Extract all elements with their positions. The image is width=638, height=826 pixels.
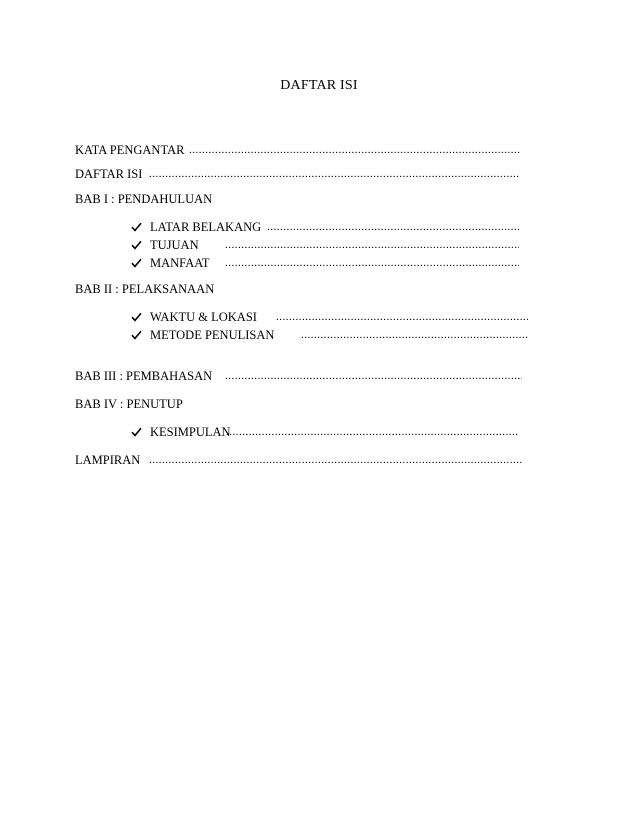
checkmark-icon: [131, 254, 145, 272]
dot-leader: [225, 236, 519, 254]
toc-entry-bab-2: [75, 280, 525, 298]
page-title: DAFTAR ISI: [280, 78, 358, 93]
checkmark-icon: [131, 423, 145, 441]
toc-entry-label: BAB II : PELAKSANAAN: [75, 282, 215, 296]
dot-leader: [276, 308, 528, 326]
checkmark-icon: [131, 326, 145, 344]
checkmark-icon: [131, 236, 145, 254]
toc-subentry-tujuan: [131, 236, 523, 254]
dot-leader: [225, 254, 519, 272]
dot-leader: [149, 451, 522, 469]
toc-entry-label: KATA PENGANTAR: [75, 143, 185, 157]
checkmark-icon: [131, 218, 145, 236]
toc-entry-label: BAB I : PENDAHULUAN: [75, 192, 213, 206]
dot-leader: [267, 218, 519, 236]
toc-entry-label: METODE PENULISAN: [150, 328, 275, 342]
toc-subentry-metode-penulisan: [131, 326, 531, 344]
toc-entry-label: LAMPIRAN: [75, 453, 141, 467]
dot-leader: [301, 326, 528, 344]
toc-entry-label: BAB III : PEMBAHASAN: [75, 369, 213, 383]
dot-leader: [149, 165, 520, 183]
checkmark-icon: [131, 308, 145, 326]
toc-entry-bab-1: [75, 190, 525, 208]
dot-leader: [226, 423, 519, 441]
toc-entry-kata-pengantar: [75, 141, 525, 159]
toc-entry-bab-4: [75, 395, 525, 413]
toc-subentry-manfaat: [131, 254, 523, 272]
toc-entry-daftar-isi: [75, 165, 525, 183]
toc-entry-label: WAKTU & LOKASI: [150, 310, 257, 324]
toc-entry-bab-3: [75, 367, 525, 385]
toc-entry-label: TUJUAN: [150, 238, 199, 252]
dot-leader: [189, 141, 520, 159]
toc-subentry-waktu-lokasi: [131, 308, 531, 326]
toc-subentry-kesimpulan: [131, 423, 523, 441]
toc-entry-label: LATAR BELAKANG: [150, 220, 262, 234]
toc-entry-lampiran: [75, 451, 525, 469]
toc-entry-label: KESIMPULAN: [150, 425, 231, 439]
toc-subentry-latar-belakang: [131, 218, 523, 236]
dot-leader: [225, 367, 522, 385]
toc-entry-label: DAFTAR ISI: [75, 167, 143, 181]
toc-entry-label: BAB IV : PENUTUP: [75, 397, 183, 411]
toc-entry-label: MANFAAT: [150, 256, 210, 270]
